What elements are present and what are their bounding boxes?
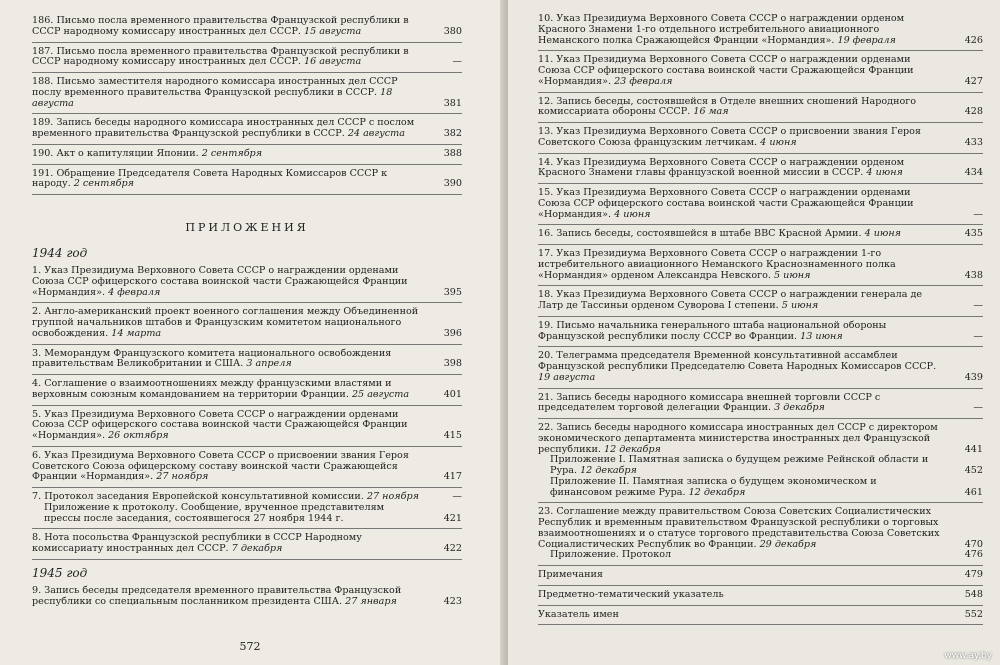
entry-divider xyxy=(32,487,462,488)
toc-entry xyxy=(32,533,462,555)
entry-title: Англо-американский проект военного соглашения между Объединенной группой начальников штабов и Французским комитетом национального освобождения. xyxy=(32,306,419,339)
toc-entry xyxy=(32,149,462,160)
toc-entry xyxy=(538,229,983,240)
entry-number: 1. xyxy=(32,265,42,276)
entry-date: 27 января xyxy=(345,595,397,607)
entry-title: Указ Президиума Верховного Совета СССР о присвоении звания Героя Советского Союза офицерскому составу воинской части Сражающейся Франции «Нормандия». xyxy=(32,449,409,483)
entry-title: Указ Президиума Верховного Совета СССР о награждении генерала де Латр де Тассиньи орденом Суворова I степени. xyxy=(538,289,923,311)
entry-date: 4 февраля xyxy=(108,286,161,298)
toc-entry xyxy=(32,586,462,608)
entry-page: — xyxy=(973,300,983,311)
entry-date: 16 августа xyxy=(304,56,362,68)
entry-title: Письмо посла временного правительства Французской республики в СССР народному комиссару иностранных дел СССР. xyxy=(32,15,409,37)
entry-divider xyxy=(538,183,983,184)
index-page: 548 xyxy=(964,588,983,600)
entry-page: 433 xyxy=(964,136,983,148)
toc-entry xyxy=(538,55,983,87)
entry-date: 2 сентября xyxy=(201,147,263,159)
entry-number: 5. xyxy=(32,408,42,420)
entry-title: Запись беседы, состоявшейся в Отделе внешних сношений Народного комиссариата обороны СССР. xyxy=(538,95,917,118)
entry-page: 441 xyxy=(964,443,983,455)
entry-title: Указ Президиума Верховного Совета СССР о награждении орденом Красного Знамени главы французской военной миссии в СССР. xyxy=(538,156,905,179)
entry-page: — xyxy=(973,402,983,414)
entry-date: 12 декабря xyxy=(604,443,661,455)
entry-date: 27 ноября xyxy=(366,491,419,502)
entry-page: 388 xyxy=(443,147,462,159)
entry-number: 8. xyxy=(32,532,42,544)
entry-page: 434 xyxy=(964,167,983,179)
toc-entry xyxy=(32,410,462,442)
entry-divider xyxy=(538,153,983,154)
entry-date: 12 декабря xyxy=(580,465,637,476)
entry-page: — xyxy=(973,208,983,220)
entry-page: 428 xyxy=(964,106,983,118)
toc-entry xyxy=(32,16,462,38)
toc-entry xyxy=(32,47,462,69)
entry-title: Соглашение о взаимоотношениях между французскими властями и верховным союзным командованием на территории Франции. xyxy=(32,378,392,400)
entry-title: Указ Президиума Верховного Совета СССР о награждении орденами Союза ССР офицерского состава воинской части Сражающейся Франции «Нормандия». xyxy=(32,408,408,441)
entry-divider xyxy=(32,446,462,447)
entry-date: 18 августа xyxy=(32,86,393,109)
right-contents xyxy=(538,14,983,629)
entry-page: 421 xyxy=(443,512,462,524)
entry-page: 381 xyxy=(443,97,462,109)
entry-title: Нота посольства Французской республики в СССР Народному комиссариату иностранных дел СССР. xyxy=(32,532,362,554)
index-entry xyxy=(538,590,983,601)
entry-divider xyxy=(32,144,462,145)
entry-page: 395 xyxy=(443,286,462,298)
entry-divider xyxy=(538,224,983,225)
entry-number: 14. xyxy=(538,156,554,168)
entry-divider xyxy=(538,122,983,123)
year-heading: 1945 год xyxy=(32,565,88,580)
toc-entry xyxy=(538,249,983,281)
entry-number: 13. xyxy=(538,126,554,137)
entry-page: 435 xyxy=(964,228,983,240)
entry-date: 19 августа xyxy=(538,371,596,383)
entry-title: Приложение I. Памятная записка о будущем режиме Рейнской области и Рура. xyxy=(550,454,929,476)
entry-number: 6. xyxy=(32,449,42,461)
entry-title: Запись беседы, состоявшейся в штабе ВВС Красной Армии. xyxy=(556,228,862,240)
entry-date: 4 июня xyxy=(614,208,651,220)
entry-date: 4 июня xyxy=(866,167,903,179)
entry-date: 27 ноября xyxy=(156,471,209,483)
entry-page: — xyxy=(973,330,983,342)
toc-entry xyxy=(538,158,983,180)
entry-divider xyxy=(32,528,462,529)
entry-divider xyxy=(32,559,462,560)
index-entry xyxy=(538,570,983,581)
entry-title: Указ Президиума Верховного Совета СССР о награждении орденами Союза ССР офицерского состава воинской части Сражающейся Франции «Нормандия». xyxy=(32,265,408,298)
entry-divider xyxy=(538,585,983,586)
toc-entry xyxy=(538,477,983,499)
index-title: Указатель имен xyxy=(538,608,619,620)
toc-entry xyxy=(538,321,983,343)
entry-page: 417 xyxy=(443,471,462,483)
entry-divider xyxy=(538,346,983,347)
entry-number: 4. xyxy=(32,378,42,389)
entry-divider xyxy=(538,285,983,286)
right-page xyxy=(508,0,1000,665)
entry-date: 19 февраля xyxy=(837,34,896,46)
entry-number: 7. xyxy=(32,491,42,502)
entry-divider xyxy=(538,316,983,317)
entry-date: 4 июня xyxy=(864,228,902,240)
year-heading: 1944 год xyxy=(32,246,88,260)
entry-title: Запись беседы народного комиссара иностранных дел СССР с директором экономического департамента министерства иностранных дел Французской республики. xyxy=(538,422,938,455)
page-number-left: 572 xyxy=(239,640,261,653)
entry-title: Приложение к протоколу. Сообщение, врученное представителям прессы после заседания, состоявшегося 27 ноября 1944 г. xyxy=(44,501,385,524)
entry-divider xyxy=(538,624,983,625)
entry-title: Протокол заседания Европейской консультативной комиссии. xyxy=(44,491,364,502)
entry-divider xyxy=(32,164,462,165)
entry-divider xyxy=(538,502,983,503)
entry-divider xyxy=(538,388,983,389)
entry-divider xyxy=(32,194,462,195)
toc-entry xyxy=(32,118,462,140)
entry-date: 7 декабря xyxy=(231,543,283,554)
entry-date: 15 августа xyxy=(304,25,362,37)
entry-page: 380 xyxy=(443,25,462,37)
toc-entry xyxy=(32,266,462,298)
entry-divider xyxy=(32,42,462,43)
toc-entry xyxy=(32,503,462,525)
entry-title: Запись беседы председателя временного правительства Французской республики со специальным посланником президента США. xyxy=(32,584,402,607)
entry-number: 187. xyxy=(32,45,54,57)
entry-title: Указ Президиума Верховного Совета СССР о награждении орденом Красного Знамени 1-го отдельного истребительного авиационного Неманского полка Сражающейся Франции «Нормандия». xyxy=(538,13,905,46)
entry-date: 25 августа xyxy=(351,388,410,400)
entry-divider xyxy=(538,50,983,51)
entry-date: 5 июня xyxy=(781,300,819,311)
entry-number: 2. xyxy=(32,306,42,318)
watermark: www.ay.by xyxy=(944,651,992,661)
entry-number: 19. xyxy=(538,319,554,331)
entry-date: 12 декабря xyxy=(688,486,746,498)
entry-page: 415 xyxy=(443,430,462,441)
entry-date: 29 декабря xyxy=(759,538,817,550)
entry-title: Меморандум Французского комитета национального освобождения правительствам Великобритании и США. xyxy=(32,347,392,370)
entry-page: 427 xyxy=(964,75,983,87)
entry-page: 476 xyxy=(964,549,983,561)
entry-title: Письмо начальника генерального штаба национальной обороны Французской республики послу СССР во Франции. xyxy=(538,319,887,342)
entry-date: 2 сентября xyxy=(73,178,135,190)
toc-entry xyxy=(32,307,462,339)
entry-page: 398 xyxy=(443,358,462,370)
entry-divider xyxy=(538,565,983,566)
entry-divider xyxy=(32,405,462,406)
entry-title: Указ Президиума Верховного Совета СССР о награждении 1-го истребительного авиационного Неманского Краснознаменного полка «Нормандия» орденом Александра Невского. xyxy=(538,248,896,281)
entry-title: Письмо заместителя народного комиссара иностранных дел СССР послу временного правительства Французской республики в СССР. xyxy=(32,76,398,98)
entry-divider xyxy=(538,244,983,245)
entry-date: 13 июня xyxy=(800,330,843,342)
entry-page: 438 xyxy=(964,269,983,281)
entry-title: Указ Президиума Верховного Совета СССР о присвоении звания Героя Советского Союза французским летчикам. xyxy=(538,126,921,148)
entry-number: 23. xyxy=(538,506,554,518)
entry-date: 16 мая xyxy=(693,106,729,118)
toc-entry xyxy=(538,127,983,149)
entry-divider xyxy=(538,605,983,606)
toc-entry xyxy=(538,188,983,220)
entry-number: 21. xyxy=(538,391,554,403)
entry-page: 426 xyxy=(964,34,983,46)
entry-title: Акт о капитуляции Японии. xyxy=(56,147,199,159)
entry-title: Запись беседы народного комиссара внешней торговли СССР с председателем торговой делегации Франции. xyxy=(538,391,881,414)
entry-title: Запись беседы народного комиссара иностранных дел СССР с послом временного правительства Французской республики в СССР. xyxy=(32,117,415,139)
entry-title: Письмо посла временного правительства Французской республики в СССР народному комиссару иностранных дел СССР. xyxy=(32,45,409,68)
entry-date: 4 июня xyxy=(760,136,797,148)
toc-entry xyxy=(32,451,462,483)
entry-number: 17. xyxy=(538,248,554,259)
entry-number: 18. xyxy=(538,289,554,301)
entry-number: 188. xyxy=(32,76,54,87)
toc-entry xyxy=(32,169,462,191)
entry-divider xyxy=(32,302,462,303)
toc-entry xyxy=(32,349,462,371)
entry-divider xyxy=(32,344,462,345)
entry-page: 396 xyxy=(443,327,462,339)
entry-title: Обращение Председателя Совета Народных Комиссаров СССР к народу. xyxy=(32,167,388,190)
entry-page: 401 xyxy=(443,388,462,400)
index-page: 552 xyxy=(964,608,983,620)
toc-entry xyxy=(538,97,983,119)
index-entry xyxy=(538,610,983,621)
index-title: Примечания xyxy=(538,569,603,580)
entry-number: 189. xyxy=(32,117,54,129)
entry-title: Указ Президиума Верховного Совета СССР о награждении орденами Союза ССР офицерского состава воинской части Сражающейся Франции «Нормандия». xyxy=(538,187,914,220)
entry-page: 452 xyxy=(964,465,983,476)
entry-date: 3 апреля xyxy=(246,358,292,370)
entry-page: — xyxy=(452,56,462,68)
entry-divider xyxy=(32,113,462,114)
toc-entry xyxy=(538,290,983,312)
toc-entry xyxy=(538,14,983,46)
entry-number: 190. xyxy=(32,147,54,159)
entry-number: 12. xyxy=(538,95,554,107)
entry-page: 470 xyxy=(964,538,983,550)
entry-divider xyxy=(32,374,462,375)
entry-date: 5 июня xyxy=(774,269,811,281)
entry-date: 26 октября xyxy=(108,430,169,441)
toc-entry xyxy=(538,455,983,477)
entry-number: 191. xyxy=(32,167,54,179)
entry-page: 423 xyxy=(443,595,462,607)
toc-entry xyxy=(538,393,983,415)
entry-title: Указ Президиума Верховного Совета СССР о награждении орденами Союза ССР офицерского состава воинской части Сражающейся Франции «Нормандия». xyxy=(538,54,914,87)
entry-title: Соглашение между правительством Союза Советских Социалистических Республик и временным правительством Французской республики о торговых взаимоотношениях и о статусе торгового представительства Союза Советских Социалистических Республик во Франции. xyxy=(538,506,940,550)
entry-number: 22. xyxy=(538,422,554,433)
entry-page: 439 xyxy=(964,371,983,383)
entry-divider xyxy=(538,92,983,93)
entry-page: 422 xyxy=(443,543,462,554)
entry-number: 15. xyxy=(538,187,554,198)
entry-date: 3 декабря xyxy=(774,402,825,414)
entry-title: Приложение. Протокол xyxy=(550,549,672,561)
entry-number: 20. xyxy=(538,350,554,362)
entry-page: 390 xyxy=(443,178,462,190)
entry-number: 10. xyxy=(538,13,554,24)
entry-number: 16. xyxy=(538,228,554,240)
left-contents xyxy=(32,16,462,607)
entry-divider xyxy=(538,418,983,419)
index-title: Предметно-тематический указатель xyxy=(538,588,724,600)
appendix-heading: ПРИЛОЖЕНИЯ xyxy=(185,221,309,234)
entry-date: 23 февраля xyxy=(614,75,673,87)
toc-entry xyxy=(538,550,983,561)
toc-entry xyxy=(32,77,462,109)
toc-entry xyxy=(538,507,983,550)
entry-number: 11. xyxy=(538,54,554,66)
index-page: 479 xyxy=(964,569,983,580)
toc-entry xyxy=(538,351,983,383)
entry-title: Приложение II. Памятная записка о будущем экономическом и финансовом режиме Рура. xyxy=(550,475,877,498)
entry-number: 186. xyxy=(32,15,54,26)
entry-divider xyxy=(32,72,462,73)
entry-date: 14 марта xyxy=(111,327,162,339)
entry-number: 9. xyxy=(32,584,42,596)
entry-number: 3. xyxy=(32,347,42,359)
entry-page: 382 xyxy=(443,128,462,139)
entry-title: Телеграмма председателя Временной консультативной ассамблеи Французской республики Председателю Совета Народных Комиссаров СССР. xyxy=(538,350,937,372)
entry-page: 461 xyxy=(964,486,983,498)
toc-entry xyxy=(538,423,983,455)
entry-date: 24 августа xyxy=(347,128,405,139)
toc-entry xyxy=(32,379,462,401)
entry-page: — xyxy=(452,491,462,502)
